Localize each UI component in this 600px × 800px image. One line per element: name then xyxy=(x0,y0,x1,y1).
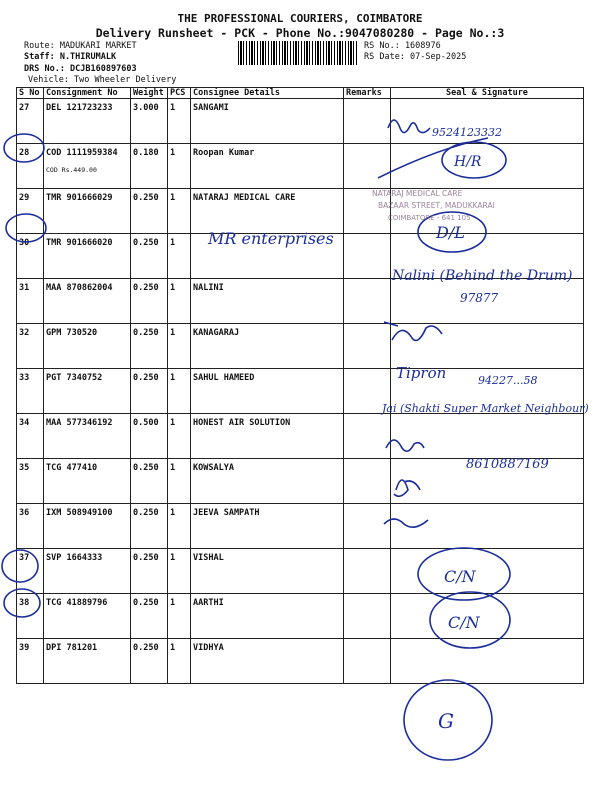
handwriting-mark-bottom: G xyxy=(438,709,454,733)
row-weight-text: 0.250 xyxy=(133,193,159,203)
row-weight xyxy=(131,279,168,324)
table-row xyxy=(17,459,584,504)
row-consignment-no-text: MAA 577346192 xyxy=(46,418,113,428)
row-consignee-text: SAHUL HAMEED xyxy=(193,373,255,383)
row-consignment-no-text: COD 1111959384 xyxy=(46,148,118,158)
row-consignment-no-text: GPM 730520 xyxy=(46,328,98,338)
row-sno xyxy=(17,414,44,459)
row-consignee xyxy=(191,99,344,144)
handwriting-mark-30: D/L xyxy=(436,223,465,242)
rs-date: RS Date: 07-Sep-2025 xyxy=(364,52,467,62)
row-weight xyxy=(131,594,168,639)
row-sno-text: 30 xyxy=(19,238,30,248)
row-remarks xyxy=(344,144,391,189)
row-sno-text: 28 xyxy=(19,148,30,158)
runsheet-subtitle: Delivery Runsheet - PCK - Phone No.:9047080280 - Page No.:3 xyxy=(95,26,505,40)
handwriting-phone-36: 8610887169 xyxy=(466,457,549,472)
row-consignment-no xyxy=(44,549,131,594)
row-signature xyxy=(391,639,584,684)
row-signature xyxy=(391,279,584,324)
row-signature xyxy=(391,459,584,504)
row-consignment-no xyxy=(44,99,131,144)
row-consignment-no-text: TMR 901666029 xyxy=(46,193,113,203)
row-sno-text: 34 xyxy=(19,418,30,428)
row-consignee xyxy=(191,504,344,549)
row-consignment-no xyxy=(44,369,131,414)
row-consignee-text: NALINI xyxy=(193,283,224,293)
row-sno xyxy=(17,459,44,504)
row-remarks xyxy=(344,99,391,144)
row-remarks xyxy=(344,414,391,459)
runsheet-table xyxy=(16,87,584,684)
row-pcs-text: 1 xyxy=(170,373,176,383)
row-sno-text: 32 xyxy=(19,328,30,338)
row-weight-text: 0.500 xyxy=(133,418,159,428)
handwriting-note-31: Nalini (Behind the Drum) xyxy=(392,268,573,284)
cod-amount: COD Rs.449.00 xyxy=(46,166,97,174)
row-sno xyxy=(17,549,44,594)
table-row xyxy=(17,369,584,414)
row-consignment-no-text: DPI 781201 xyxy=(46,643,98,653)
handwriting-mark-38: C/N xyxy=(444,567,476,586)
row-pcs xyxy=(168,594,191,639)
table-row xyxy=(17,549,584,594)
route-label: Route: MADUKARI MARKET xyxy=(24,41,137,51)
table-row xyxy=(17,504,584,549)
row-consignee xyxy=(191,594,344,639)
row-consignment-no xyxy=(44,414,131,459)
handwriting-num-31: 97877 xyxy=(460,291,499,305)
row-weight xyxy=(131,549,168,594)
row-signature xyxy=(391,324,584,369)
col-consignment: Consignment No xyxy=(44,88,131,99)
row-weight-text: 0.250 xyxy=(133,463,159,473)
col-remarks: Remarks xyxy=(344,88,391,99)
handwriting-note-34: Jai (Shakti Super Market Neighbour) xyxy=(382,402,589,415)
row-consignment-no xyxy=(44,504,131,549)
row-sno xyxy=(17,144,44,189)
row-pcs-text: 1 xyxy=(170,193,176,203)
row-pcs-text: 1 xyxy=(170,148,176,158)
row-remarks xyxy=(344,549,391,594)
row-weight xyxy=(131,144,168,189)
row-remarks xyxy=(344,279,391,324)
row-weight-text: 0.250 xyxy=(133,283,159,293)
row-sno-text: 29 xyxy=(19,193,30,203)
row-consignment-no-text: TCG 41889796 xyxy=(46,598,108,608)
row-weight-text: 0.180 xyxy=(133,148,159,158)
row-consignment-no-text: PGT 7340752 xyxy=(46,373,103,383)
row-consignee-text: Roopan Kumar xyxy=(193,148,255,158)
row-consignment-no xyxy=(44,279,131,324)
row-consignee xyxy=(191,459,344,504)
row-sno xyxy=(17,99,44,144)
row-consignee xyxy=(191,189,344,234)
row-sno xyxy=(17,189,44,234)
circle-mark-bottom xyxy=(404,680,492,760)
row-weight-text: 0.250 xyxy=(133,508,159,518)
row-consignee-text: KANAGARAJ xyxy=(193,328,240,338)
row-signature xyxy=(391,234,584,279)
row-remarks xyxy=(344,189,391,234)
col-pcs: PCS xyxy=(168,88,191,99)
row-remarks xyxy=(344,594,391,639)
handwriting-mark-39: C/N xyxy=(448,613,480,632)
row-sno-text: 38 xyxy=(19,598,30,608)
table-row xyxy=(17,234,584,279)
row-consignment-no xyxy=(44,144,131,189)
table-row xyxy=(17,189,584,234)
row-signature xyxy=(391,504,584,549)
row-signature xyxy=(391,369,584,414)
row-consignee xyxy=(191,549,344,594)
row-sno-text: 36 xyxy=(19,508,30,518)
row-weight xyxy=(131,324,168,369)
row-signature xyxy=(391,414,584,459)
table-row xyxy=(17,279,584,324)
row-pcs xyxy=(168,324,191,369)
row-pcs-text: 1 xyxy=(170,238,176,248)
row-consignee-text: HONEST AIR SOLUTION xyxy=(193,418,291,428)
row-remarks xyxy=(344,504,391,549)
handwriting-mark-28: H/R xyxy=(454,154,482,170)
staff-label: Staff: N.THIRUMALK xyxy=(24,52,117,62)
row-consignee xyxy=(191,234,344,279)
row-consignee xyxy=(191,639,344,684)
row-sno xyxy=(17,324,44,369)
row-remarks xyxy=(344,459,391,504)
row-weight xyxy=(131,504,168,549)
col-consignee: Consignee Details xyxy=(191,88,344,99)
company-title: THE PROFESSIONAL COURIERS, COIMBATORE xyxy=(177,12,423,25)
row-remarks xyxy=(344,324,391,369)
row-consignment-no xyxy=(44,459,131,504)
row-consignment-no-text: SVP 1664333 xyxy=(46,553,103,563)
row-pcs-text: 1 xyxy=(170,328,176,338)
row-pcs xyxy=(168,234,191,279)
row-weight xyxy=(131,459,168,504)
row-consignee-text: JEEVA SAMPATH xyxy=(193,508,260,518)
row-sno-text: 27 xyxy=(19,103,30,113)
row-pcs xyxy=(168,189,191,234)
row-weight-text: 0.250 xyxy=(133,373,159,383)
row-pcs xyxy=(168,144,191,189)
row-sno xyxy=(17,504,44,549)
row-sno xyxy=(17,234,44,279)
row-pcs-text: 1 xyxy=(170,508,176,518)
row-pcs xyxy=(168,504,191,549)
row-consignee-text: AARTHI xyxy=(193,598,224,608)
row-consignment-no-text: TMR 901666020 xyxy=(46,238,113,248)
row-remarks xyxy=(344,234,391,279)
table-row xyxy=(17,414,584,459)
row-sno-text: 33 xyxy=(19,373,30,383)
row-weight xyxy=(131,99,168,144)
row-consignment-no xyxy=(44,189,131,234)
table-header-row xyxy=(17,88,584,99)
row-consignee xyxy=(191,414,344,459)
barcode xyxy=(238,41,358,65)
row-weight xyxy=(131,639,168,684)
col-signature: Seal & Signature xyxy=(391,88,584,99)
row-sno-text: 39 xyxy=(19,643,30,653)
row-weight-text: 0.250 xyxy=(133,598,159,608)
row-weight-text: 3.000 xyxy=(133,103,159,113)
row-consignment-no-text: DEL 121723233 xyxy=(46,103,113,113)
row-sno xyxy=(17,369,44,414)
row-consignment-no xyxy=(44,594,131,639)
row-signature xyxy=(391,594,584,639)
table-row xyxy=(17,594,584,639)
handwriting-phone-27: 9524123332 xyxy=(432,126,502,139)
row-pcs xyxy=(168,279,191,324)
row-sno xyxy=(17,639,44,684)
row-consignee-text: KOWSALYA xyxy=(193,463,234,473)
vehicle-label: Vehicle: Two Wheeler Delivery xyxy=(28,75,177,85)
row-consignee xyxy=(191,279,344,324)
stamp-line-2: BAZAAR STREET, MADUKKARAI xyxy=(378,201,495,210)
row-weight-text: 0.250 xyxy=(133,238,159,248)
row-pcs xyxy=(168,414,191,459)
row-sno-text: 35 xyxy=(19,463,30,473)
row-pcs xyxy=(168,459,191,504)
col-weight: Weight xyxy=(131,88,168,99)
row-weight-text: 0.250 xyxy=(133,643,159,653)
row-sno xyxy=(17,594,44,639)
row-consignment-no xyxy=(44,234,131,279)
row-consignment-no xyxy=(44,639,131,684)
row-consignee xyxy=(191,369,344,414)
row-weight xyxy=(131,369,168,414)
row-pcs-text: 1 xyxy=(170,643,176,653)
row-pcs-text: 1 xyxy=(170,418,176,428)
row-pcs-text: 1 xyxy=(170,103,176,113)
row-pcs-text: 1 xyxy=(170,463,176,473)
row-consignment-no-text: IXM 508949100 xyxy=(46,508,113,518)
stamp-line-1: NATARAJ MEDICAL CARE xyxy=(372,189,463,198)
row-weight-text: 0.250 xyxy=(133,328,159,338)
row-signature xyxy=(391,144,584,189)
row-consignment-no-text: MAA 870862004 xyxy=(46,283,113,293)
handwriting-name-33: Tipron xyxy=(396,364,447,382)
table-row xyxy=(17,324,584,369)
row-consignee xyxy=(191,144,344,189)
row-consignee-text: VIDHYA xyxy=(193,643,224,653)
row-consignment-no xyxy=(44,324,131,369)
row-remarks xyxy=(344,369,391,414)
row-pcs xyxy=(168,549,191,594)
row-weight-text: 0.250 xyxy=(133,553,159,563)
row-consignment-no-text: TCG 477410 xyxy=(46,463,98,473)
row-signature xyxy=(391,549,584,594)
row-weight xyxy=(131,414,168,459)
row-sno xyxy=(17,279,44,324)
row-pcs xyxy=(168,369,191,414)
rs-number: RS No.: 1608976 xyxy=(364,41,441,51)
row-pcs-text: 1 xyxy=(170,598,176,608)
row-pcs-text: 1 xyxy=(170,283,176,293)
drs-number: DRS No.: DCJB160897603 xyxy=(24,64,137,74)
table-row xyxy=(17,144,584,189)
row-pcs xyxy=(168,99,191,144)
col-sno: S No xyxy=(17,88,44,99)
row-sno-text: 31 xyxy=(19,283,30,293)
row-signature xyxy=(391,99,584,144)
row-pcs-text: 1 xyxy=(170,553,176,563)
row-consignee-text: SANGAMI xyxy=(193,103,229,113)
row-sno-text: 37 xyxy=(19,553,30,563)
row-weight xyxy=(131,189,168,234)
stamp-line-3: COIMBATORE - 641 105 xyxy=(388,214,471,222)
row-weight xyxy=(131,234,168,279)
row-pcs xyxy=(168,639,191,684)
table-row xyxy=(17,639,584,684)
handwriting-name-30: MR enterprises xyxy=(208,229,334,248)
row-remarks xyxy=(344,639,391,684)
handwriting-num-33: 94227...58 xyxy=(478,374,538,387)
row-consignee-text: VISHAL xyxy=(193,553,224,563)
row-consignee-text: NATARAJ MEDICAL CARE xyxy=(193,193,296,203)
row-signature xyxy=(391,189,584,234)
row-consignee xyxy=(191,324,344,369)
table-row xyxy=(17,99,584,144)
